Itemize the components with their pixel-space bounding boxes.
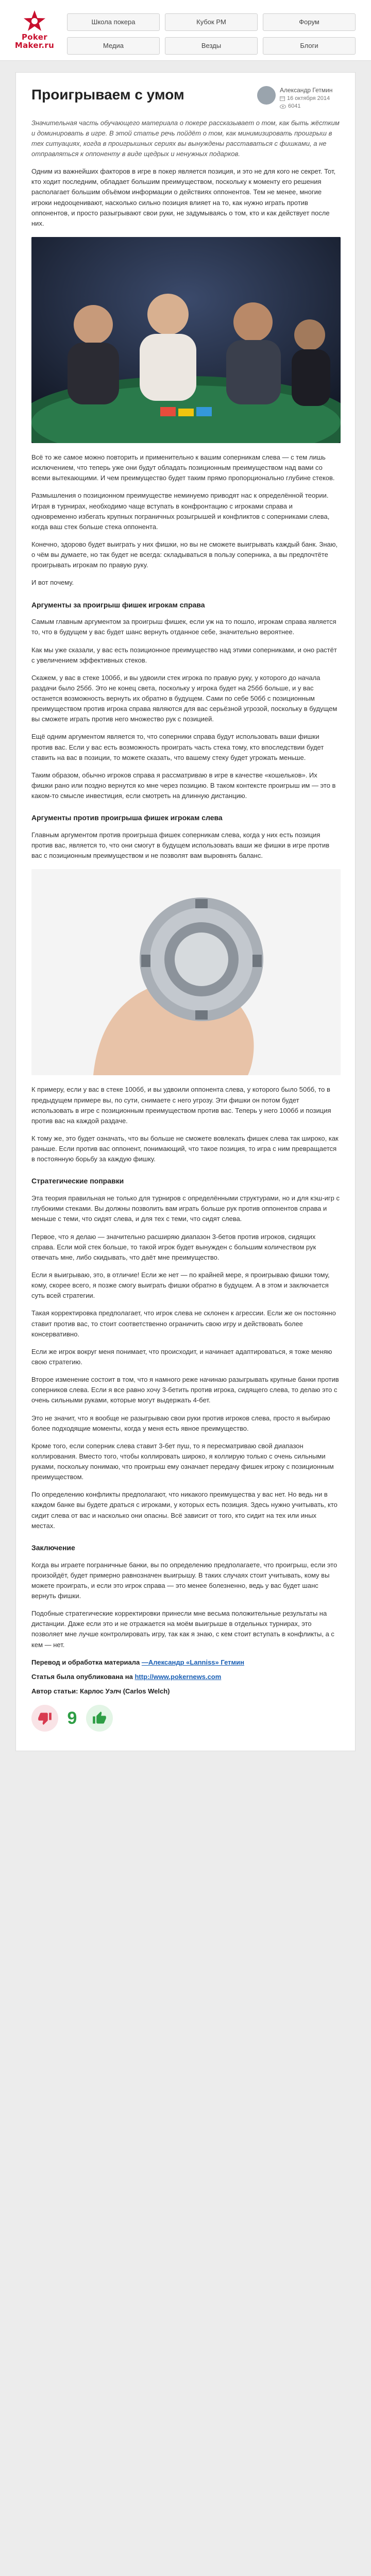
thumbs-down-icon	[38, 1711, 52, 1725]
author-credit	[31, 1686, 340, 1697]
poker-players-image	[31, 237, 341, 443]
date-row	[280, 95, 332, 103]
translator-link[interactable]: —Александр «Lanniss» Гетмин	[141, 1658, 244, 1666]
author-avatar[interactable]	[257, 86, 276, 105]
main-nav	[67, 13, 356, 55]
thumbs-up-icon	[92, 1711, 107, 1725]
dislike-button[interactable]	[31, 1705, 58, 1732]
paragraph: Скажем, у вас в стеке 100бб, и вы удвоили стек игрока по правую руку, у которого до начала раздачи было 25бб. Это не конец света, поскольку у игрока будет на 25бб больше, и у вас останется возможность вернуть их обратно в будущем. Сами по себе 50бб с позиционным преимуществом против игрока справа являются для вас серьёзной угрозой, поскольку в будущем вы сможете играть против него множество рук с позицией.	[31, 673, 338, 723]
rating-widget	[31, 1705, 340, 1732]
paragraph: И вот почему.	[31, 579, 74, 587]
paragraph: Такая корректировка предполагает, что игрок слева не склонен к агрессии. Если же он постоянно ставит против вас, то стоит соответственно ограничить свою игру и действовать более консервативно.	[31, 1309, 336, 1338]
paragraph: Первое, что я делаю — значительно расширяю диапазон 3-бетов против игроков, сидящих справа. Если мой стек больше, то такой игрок будет вынужден с большим количеством рук отвечать мне, либо скидывать, что даёт мне преимущество.	[31, 1232, 316, 1261]
paragraph: Когда вы играете пограничные банки, вы по определению предполагаете, что проигрыш, если это произойдёт, будет примерно равнозначен выигрышу. В таких случаях стоит учитывать, кому вы можете проиграть, и если это игрок справа — это менее болезненно, ведь у вас будет шанс вернуть фишки.	[31, 1561, 338, 1600]
poker-chip-image	[31, 869, 341, 1075]
site-logo[interactable]	[11, 9, 58, 56]
paragraph: Если я выигрываю, это, в отличие! Если же нет — по крайней мере, я проигрываю фишки тому, кому, скорее всего, я позже смогу выиграть фишки обратно в будущем. А в этом и заключается суть всей стратегии.	[31, 1270, 330, 1300]
section-heading-conclusion: Заключение	[31, 1543, 75, 1552]
nav-pm-cup[interactable]: Кубок PM	[165, 13, 258, 31]
paragraph: Кроме того, если соперник слева ставит 3-бет пуш, то я пересматриваю свой диапазон коллирования. Вместо того, чтобы коллировать широко, я коллирую только с очень сильными руками, поскольку понимаю, что проигрыш ему означает передачу фишек игроку с позиционным преимуществом.	[31, 1442, 334, 1481]
calendar-icon	[280, 96, 285, 101]
article-date: 16 октября 2014	[287, 95, 330, 101]
author-meta	[280, 86, 332, 111]
paragraph: Эта теория правильная не только для турниров с определёнными структурами, но и для кэш-игр с глубокими стеками. Вы должны позволить вам играть больше рук против оппонентов справа и меньше с теми, что сидят слева, и для тех с теми, что сидят слева.	[31, 1194, 340, 1223]
source-credit	[31, 1672, 340, 1682]
paragraph: Размышления о позиционном преимуществе неминуемо приводят нас к определённой теории. Играя в турнирах, необходимо чаще вступать в конфронтацию с игроками справа и одновременно избегать крупных пограничных розыгрышей и конфликтов с соперниками слева, когда ваш стек больше стека оппонента.	[31, 492, 330, 531]
post-header	[31, 86, 340, 111]
logo-text-2: Maker.ru	[14, 41, 55, 50]
paragraph: По определению конфликты предполагают, что никакого преимущества у вас нет. Но ведь ни в каждом банке вы будете драться с игроками, у которых есть позиция. Здесь нужно учитывать, кто сидит слева от вас и насколько они опасны. Всё зависит от того, кто сидит на тех или иных местах.	[31, 1490, 338, 1530]
section-heading-left: Аргументы против проигрыша фишек игрокам слева	[31, 814, 223, 822]
nav-stars[interactable]: Везды	[165, 37, 258, 55]
translation-credit	[31, 1657, 340, 1668]
nav-blogs[interactable]: Блоги	[263, 37, 356, 55]
original-author: Автор статьи: Карлос Уэлч (Carlos Welch)	[31, 1687, 170, 1695]
chip-in-hand-photo	[31, 869, 341, 1075]
nav-forum[interactable]: Форум	[263, 13, 356, 31]
source-label: Статья была опубликована на	[31, 1672, 133, 1681]
paragraph: Конечно, здорово будет выиграть у них фишки, но вы не сможете выигрывать каждый банк. Знаю, о чём вы думаете, но так будет не всегда: складываться в пользу соперника, а вы предпочтёте проигрывать игрокам по правую руку.	[31, 540, 338, 569]
source-link[interactable]: http://www.pokernews.com	[134, 1672, 222, 1681]
paragraph: Как мы уже сказали, у вас есть позиционное преимущество над этими соперниками, и оно растёт с увеличением эффективных стеков.	[31, 646, 337, 664]
paragraph: К примеру, если у вас в стеке 100бб, и вы удвоили оппонента слева, у которого было 50бб, то в предыдущем примере вы, по сути, снимаете с него угрозу. Эти фишки он потом будет использовать в игре с позиционным преимуществом против вас. Теперь у него 100бб и позиция против вас на каждой раздаче.	[31, 1086, 331, 1125]
rating-value: 9	[67, 1708, 77, 1728]
paragraph: Второе изменение состоит в том, что я намного реже начинаю разыгрывать крупные банки против соперников слева. Если я все равно хочу 3-бетить против игрока, сидящего слева, то делаю это с очень сильными руками, которые могут выдержать 4-бет.	[31, 1376, 339, 1404]
eye-icon	[280, 105, 286, 109]
view-count: 6041	[288, 103, 301, 110]
site-header	[0, 0, 371, 61]
nav-media[interactable]: Медиа	[67, 37, 160, 55]
section-heading-strategy: Стратегические поправки	[31, 1177, 124, 1185]
paragraph: Главным аргументом против проигрыша фишек соперникам слева, когда у них есть позиция против вас, является то, что они смогут в будущем использовать ваши же фишки в игре против вас с позиционным преимуществом и не позволят вам выровнять баланс.	[31, 831, 330, 860]
poker-table-photo	[31, 237, 341, 443]
logo-text-1: Poker	[22, 32, 47, 42]
translation-label: Перевод и обработка материала	[31, 1658, 140, 1666]
paragraph: Самым главным аргументом за проигрыш фишек, если уж на то пошло, игрокам справа является то, что в будущем у вас будет шанс вернуть отданное себе, значительно вероятнее.	[31, 618, 336, 636]
author-name[interactable]: Александр Гетмин	[280, 87, 333, 94]
section-heading-right: Аргументы за проигрыш фишек игрокам справа	[31, 600, 205, 609]
nav-poker-school[interactable]: Школа покера	[67, 13, 160, 31]
views-row	[280, 103, 332, 110]
paragraph: Одним из важнейших факторов в игре в покер является позиция, и это не для кого не секрет. Тот, кто ходит последним, обладает большим преимуществом, поскольку к моменту его решения располагает большим объёмом информации о действиях оппонентов. Тем не менее, многие игроки недооценивают, насколько сильно позиция влияет на то, как нужно играть против оппонентов, и просто разыгрывают свои руки, не задумываясь о том, кто и как действует после них.	[31, 167, 336, 227]
author-box	[257, 86, 340, 111]
paragraph: Ещё одним аргументом является то, что соперники справа будут использовать ваши фишки против вас. Если у вас есть возможность проиграть часть стека тому, кто впоследствии будет ставить на вас в позиции, то можете сказать, что вашему стеку будет угрожать меньше.	[31, 733, 324, 761]
paragraph: Если же игрок вокруг меня понимает, что происходит, и начинает адаптироваться, я тоже меняю свою стратегию.	[31, 1347, 332, 1366]
paragraph: К тому же, это будет означать, что вы больше не сможете вовлекать фишек слева так широко, как раньше. Если против вас оппонент, понимающий, что такое позиция, то игра с ним превращается в постоянную борьбу за каждую фишку.	[31, 1134, 339, 1163]
article-title: Проигрываем с умом	[31, 87, 184, 103]
paragraph: Таким образом, обычно игроков справа я рассматриваю в игре в качестве «кошельков». Их фишки рано или поздно вернутся ко мне через позицию. В таком контексте проигрыш им — это в каком-то смысле инвестиция, если смотреть на длинную дистанцию.	[31, 771, 336, 800]
like-button[interactable]	[86, 1705, 113, 1732]
star-logo-icon	[23, 9, 46, 33]
paragraph: Подобные стратегические корректировки принесли мне весьма положительные результаты на дистанции. Даже если это и не отражается на моём выигрыше в отдельных турнирах, это позволяет мне лучше контролировать игру, так как я знаю, с кем стоит вступать в конфликты, а с кем — нет.	[31, 1609, 334, 1649]
paragraph: Это не значит, что я вообще не разыгрываю свои руки против игроков слева, просто я выбираю более подходящие моменты, когда у меня есть явное преимущество.	[31, 1414, 330, 1432]
article-lead: Значительная часть обучающего материала о покере рассказывает о том, как быть жёстким и доминировать в игре. В этой статье речь пойдёт о том, как минимизировать проигрыш в тех ситуациях, когда в проигрышных сериях вы вынуждены расставаться с фишками, а не отправляться к оппоненту в виде щедрых и ненужных подарков.	[31, 118, 340, 158]
article-container	[15, 72, 356, 1751]
paragraph: Всё то же самое можно повторить и применительно к вашим соперникам слева — с тем лишь исключением, что теперь уже они будут обладать позиционным преимуществом над вами со всеми вытекающими. И чем преимущество будет таким прямо пропорционально глубине стеков.	[31, 453, 335, 482]
